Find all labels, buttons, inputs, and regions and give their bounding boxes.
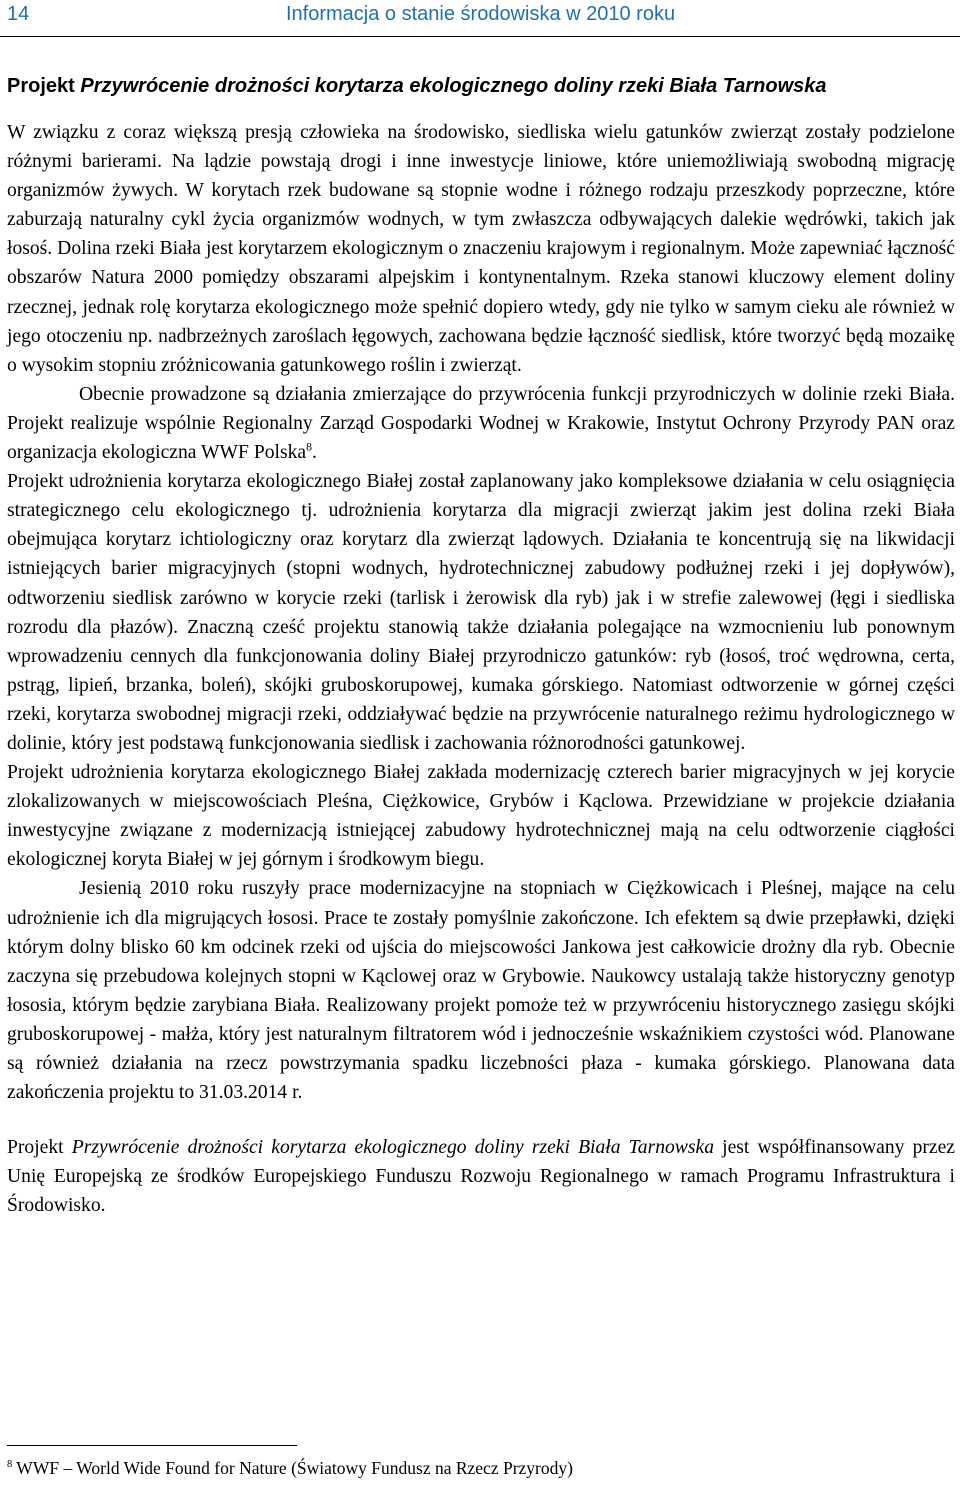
document-body [7, 118, 955, 1220]
section-title-italic: Przywrócenie drożności korytarza ekologicznego doliny rzeki Biała Tarnowska [80, 75, 827, 97]
paragraph-6-italic: Przywrócenie drożności korytarza ekologicznego doliny rzeki Biała Tarnowska [71, 1137, 714, 1159]
paragraph-6-prefix: Projekt [7, 1137, 72, 1159]
paragraph-2-end: . [311, 442, 317, 464]
footnote-text: WWF – World Wide Found for Nature (Światowy Fundusz na Rzecz Przyrody) [12, 1458, 573, 1478]
paragraph-6-rest: jest współfinansowany przez Unię Europejską ze środków Europejskiego Funduszu Rozwoju Regionalnego w ramach Programu Infrastruktura i Środowisko. [7, 1137, 955, 1217]
running-title: Informacja o stanie środowiska w 2010 roku [286, 3, 676, 25]
paragraph-1: W związku z coraz większą presją człowieka na środowisko, siedliska wielu gatunków zwierząt zostały podzielone różnymi barierami. Na lądzie powstają drogi i inne inwestycje liniowe, które uniemożliwiają swobodną migrację organizmów żywych. W korytach rzek budowane są stopnie wodne i różnego rodzaju przeszkody poprzeczne, które zaburzają naturalny cykl życia organizmów wodnych, w tym zwłaszcza odbywających dalekie wędrówki, takich jak łosoś. Dolina rzeki Biała jest korytarzem ekologicznym o znaczeniu krajowym i regionalnym. Może zapewniać łączność obszarów Natura 2000 pomiędzy obszarami alpejskim i kontynentalnym. Rzeka stanowi kluczowy element doliny rzecznej, jednak rolę korytarza ekologicznego może spełnić dopiero wtedy, gdy nie tylko w samym cieku ale również w jego otoczeniu np. nadbrzeżnych zaroślach łęgowych, zachowana będzie łączność siedlisk, które tworzyć będą mozaikę o wysokim stopniu zróżnicowania gatunkowego roślin i zwierząt. [7, 122, 955, 376]
paragraph-5: Jesienią 2010 roku ruszyły prace modernizacyjne na stopniach w Ciężkowicach i Pleśnej, mające na celu udrożnienie ich dla migrujących łososi. Prace te zostały pomyślnie zakończone. Ich efektem są dwie przepławki, dzięki którym dolny blisko 60 km odcinek rzeki od ujścia do miejscowości Jankowa jest całkowicie drożny dla ryb. Obecnie zaczyna się przebudowa kolejnych stopni w Kąclowej oraz w Grybowie. Naukowcy ustalają także historyczny genotyp łososia, którym będzie zarybiana Biała. Realizowany projekt pomoże też w przywróceniu historycznego zasięgu skójki gruboskorupowej - małża, który jest naturalnym filtratorem wód i jednocześnie wskaźnikiem czystości wód. Planowane są również działania na rzecz powstrzymania spadku liczebności płaza - kumaka górskiego. Planowana data zakończenia projektu to 31.03.2014 r. [7, 878, 955, 1104]
footnote-divider [7, 1445, 297, 1446]
paragraph-4: Projekt udrożnienia korytarza ekologicznego Białej zakłada modernizację czterech barier migracyjnych w jej korycie zlokalizowanych w miejscowościach Pleśna, Ciężkowice, Grybów i Kąclowa. Przewidziane w projekcie działania inwestycyjne związane z modernizacją istniejącej zabudowy hydrotechnicznej mają na celu odtworzenie ciągłości ekologicznej koryta Białej w jej górnym i środkowym biegu. [7, 762, 955, 871]
footnote-ref[interactable]: 8 [306, 440, 312, 454]
paragraph-6 [7, 1133, 955, 1220]
paragraph-2 [7, 380, 955, 467]
footnote-number: 8 [7, 1459, 13, 1471]
section-title [7, 75, 957, 98]
section-title-prefix: Projekt [7, 75, 81, 97]
footnote [7, 1458, 573, 1479]
page-header [0, 0, 960, 37]
page-number: 14 [7, 3, 30, 25]
paragraph-3: Projekt udrożnienia korytarza ekologicznego Białej został zaplanowany jako kompleksowe działania w celu osiągnięcia strategicznego celu ekologicznego tj. udrożnienia korytarza dla migracji zwierząt jakim jest dolina rzeki Biała obejmująca korytarz ichtiologiczny oraz korytarz dla zwierząt lądowych. Działania te koncentrują się na likwidacji istniejących barier migracyjnych (stopni wodnych, hydrotechnicznej zabudowy podłużnej rzeki i jej dopływów), odtworzeniu siedlisk zarówno w korycie rzeki (tarlisk i żerowisk dla ryb) jak i w strefie zalewowej (łęgi i siedliska rozrodu dla płazów). Znaczną cześć projektu stanowią także działania polegające na wzmocnieniu lub ponownym wprowadzeniu cennych dla funkcjonowania doliny Białej przyrodniczo gatunków: ryb (łosoś, troć wędrowna, certa, pstrąg, lipień, brzanka, boleń), skójki gruboskorupowej, kumaka górskiego. Natomiast odtworzenie w górnej części rzeki, korytarza swobodnej migracji rzeki, oddziaływać będzie na przywrócenie naturalnego reżimu hydrologicznego w dolinie, który jest podstawą funkcjonowania siedlisk i zachowania różnorodności gatunkowej. [7, 471, 955, 754]
paragraph-2-text: Obecnie prowadzone są działania zmierzające do przywrócenia funkcji przyrodniczych w dolinie rzeki Biała. Projekt realizuje wspólnie Regionalny Zarząd Gospodarki Wodnej w Krakowie, Instytut Ochrony Przyrody PAN oraz organizacja ekologiczna WWF Polska [7, 383, 955, 464]
